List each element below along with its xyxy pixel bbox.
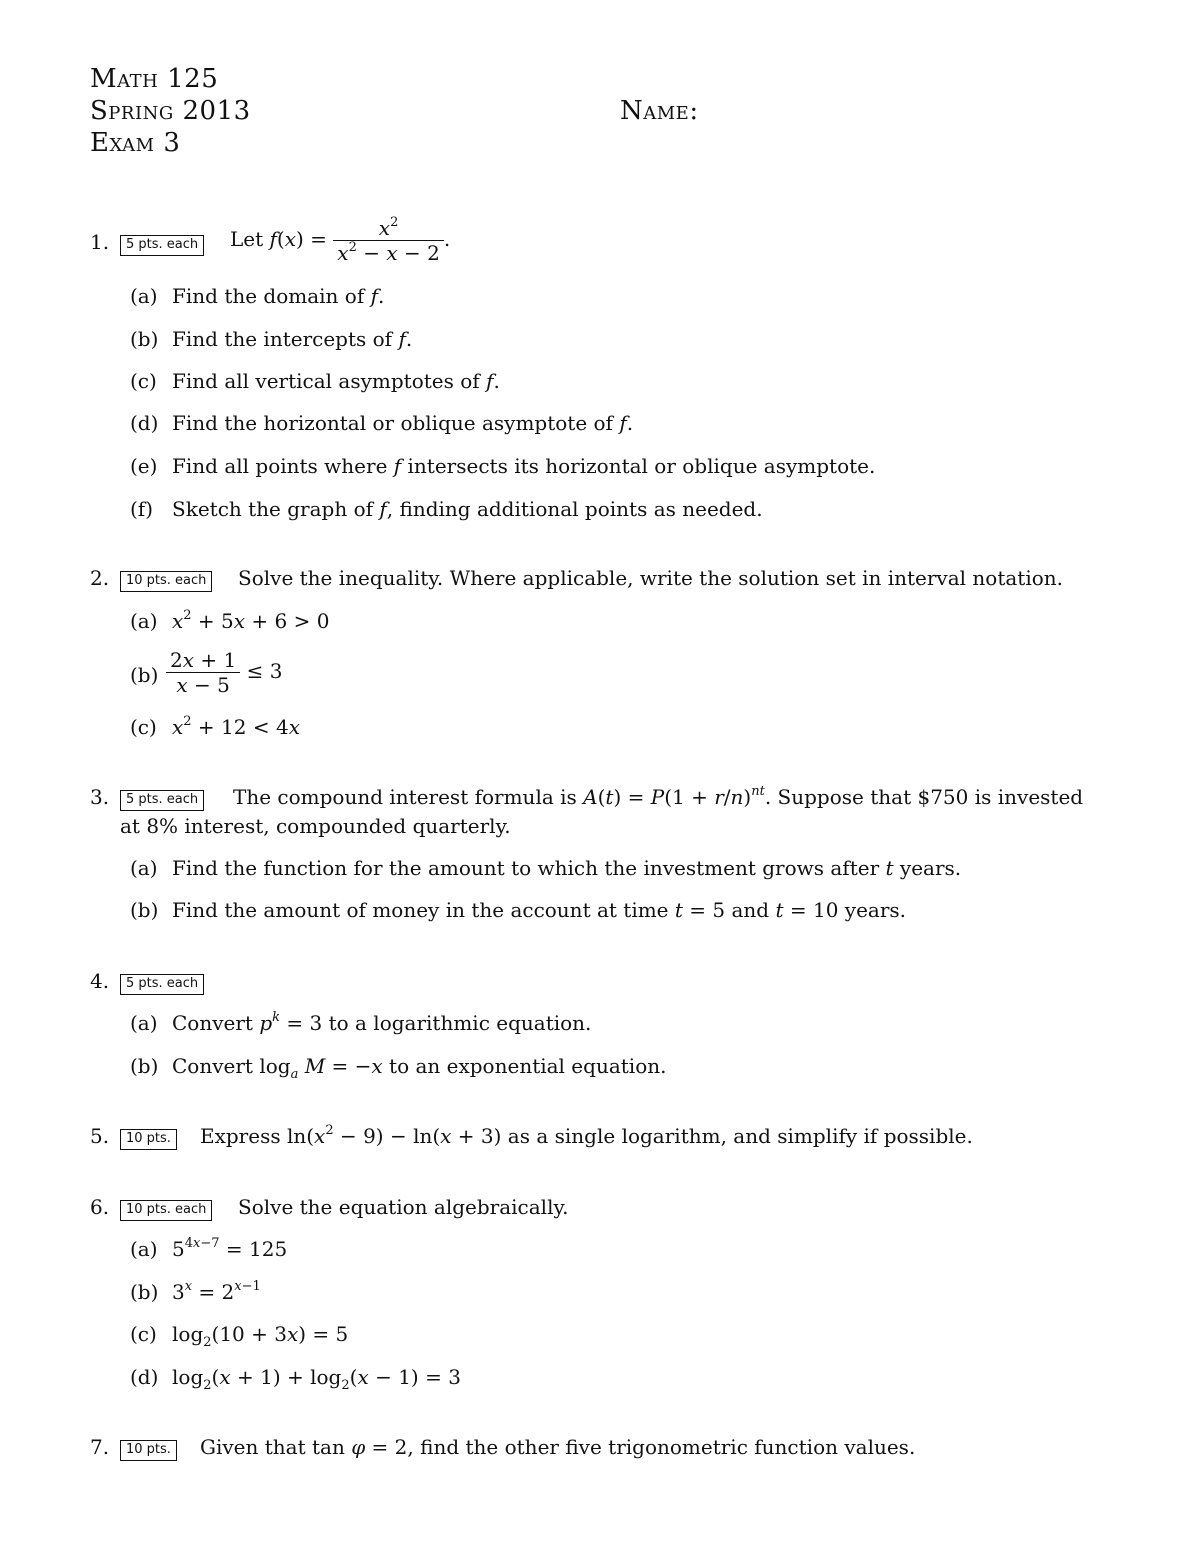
- part-text: Sketch the graph of f, finding additional points as needed.: [172, 497, 763, 521]
- points-badge: 10 pts.: [120, 1440, 177, 1461]
- part-text: Find the function for the amount to which the investment grows after t years.: [172, 856, 962, 880]
- part-label: (b): [130, 663, 159, 687]
- problem-prompt: Solve the equation algebraically.: [238, 1195, 569, 1219]
- part-text: $x^2 + 12 < 4x$: [172, 714, 300, 739]
- part-label: (b): [130, 898, 159, 922]
- points-badge: 5 pts. each: [120, 974, 204, 995]
- points-badge: 5 pts. each: [120, 790, 204, 811]
- part-label: (a): [130, 856, 158, 880]
- problem-number: 2.: [90, 566, 110, 590]
- name-label: Name:: [620, 96, 699, 126]
- problem-number: 7.: [90, 1435, 110, 1459]
- problem-number: 4.: [90, 969, 110, 993]
- problem-number: 3.: [90, 785, 110, 809]
- part-label: (a): [130, 284, 158, 308]
- course-title: Math 125: [90, 64, 219, 94]
- part-text: Convert $p^k = 3$ to a logarithmic equation.: [172, 1010, 592, 1035]
- part-label: (d): [130, 1365, 159, 1389]
- part-label: (c): [130, 715, 157, 739]
- part-text: $5^{4x-7} = 125$: [172, 1236, 288, 1261]
- part-text: $\log_2(10 + 3x) = 5$: [172, 1322, 349, 1350]
- points-badge: 10 pts. each: [120, 1200, 212, 1221]
- part-label: (a): [130, 609, 158, 633]
- problem-number: 6.: [90, 1195, 110, 1219]
- problem-prompt-continued: at 8% interest, compounded quarterly.: [120, 814, 511, 838]
- part-label: (e): [130, 454, 158, 478]
- part-text: Find all vertical asymptotes of f.: [172, 369, 500, 393]
- part-text: $\log_2(x + 1) + \log_2(x - 1) = 3$: [172, 1365, 461, 1393]
- part-text: $3^x = 2^{x-1}$: [172, 1279, 261, 1304]
- part-label: (a): [130, 1011, 158, 1035]
- part-label: (d): [130, 411, 159, 435]
- exam-label: Exam 3: [90, 128, 181, 158]
- part-text: Convert $\log_a M = -x$ to an exponential equation.: [172, 1054, 667, 1082]
- problem-prompt: The compound interest formula is $A(t) = P(1 + r/n)^{nt}$. Suppose that $750 is invested: [233, 784, 1084, 809]
- part-text: Find all points where f intersects its horizontal or oblique asymptote.: [172, 454, 876, 478]
- problem-prompt: Express $\ln(x^2 - 9) - \ln(x + 3)$ as a single logarithm, and simplify if possible.: [200, 1123, 973, 1148]
- problem-prompt: Solve the inequality. Where applicable, write the solution set in interval notation.: [238, 566, 1063, 590]
- part-label: (c): [130, 369, 157, 393]
- part-text: Find the intercepts of f.: [172, 327, 413, 351]
- part-text: Find the domain of f.: [172, 284, 385, 308]
- part-text: Find the amount of money in the account at time t = 5 and t = 10 years.: [172, 898, 907, 922]
- part-text: Find the horizontal or oblique asymptote of f.: [172, 411, 634, 435]
- points-badge: 5 pts. each: [120, 235, 204, 256]
- part-text: $\frac{2x + 1}{x - 5}$ ≤ 3: [166, 648, 282, 697]
- term-label: Spring 2013: [90, 96, 251, 126]
- points-badge: 10 pts.: [120, 1129, 177, 1150]
- problem-prompt: Let f(x) = $\frac{x^2}{x^2 - x - 2}$ .: [230, 215, 451, 265]
- part-label: (b): [130, 1054, 159, 1078]
- part-label: (a): [130, 1237, 158, 1261]
- part-label: (b): [130, 1280, 159, 1304]
- problem-prompt: Given that tan φ = 2, find the other five trigonometric function values.: [200, 1435, 916, 1459]
- part-text: $x^2 + 5x + 6 > 0$: [172, 608, 330, 633]
- part-label: (c): [130, 1322, 157, 1346]
- problem-number: 1.: [90, 230, 110, 254]
- part-label: (b): [130, 327, 159, 351]
- points-badge: 10 pts. each: [120, 571, 212, 592]
- problem-number: 5.: [90, 1124, 110, 1148]
- part-label: (f): [130, 497, 154, 521]
